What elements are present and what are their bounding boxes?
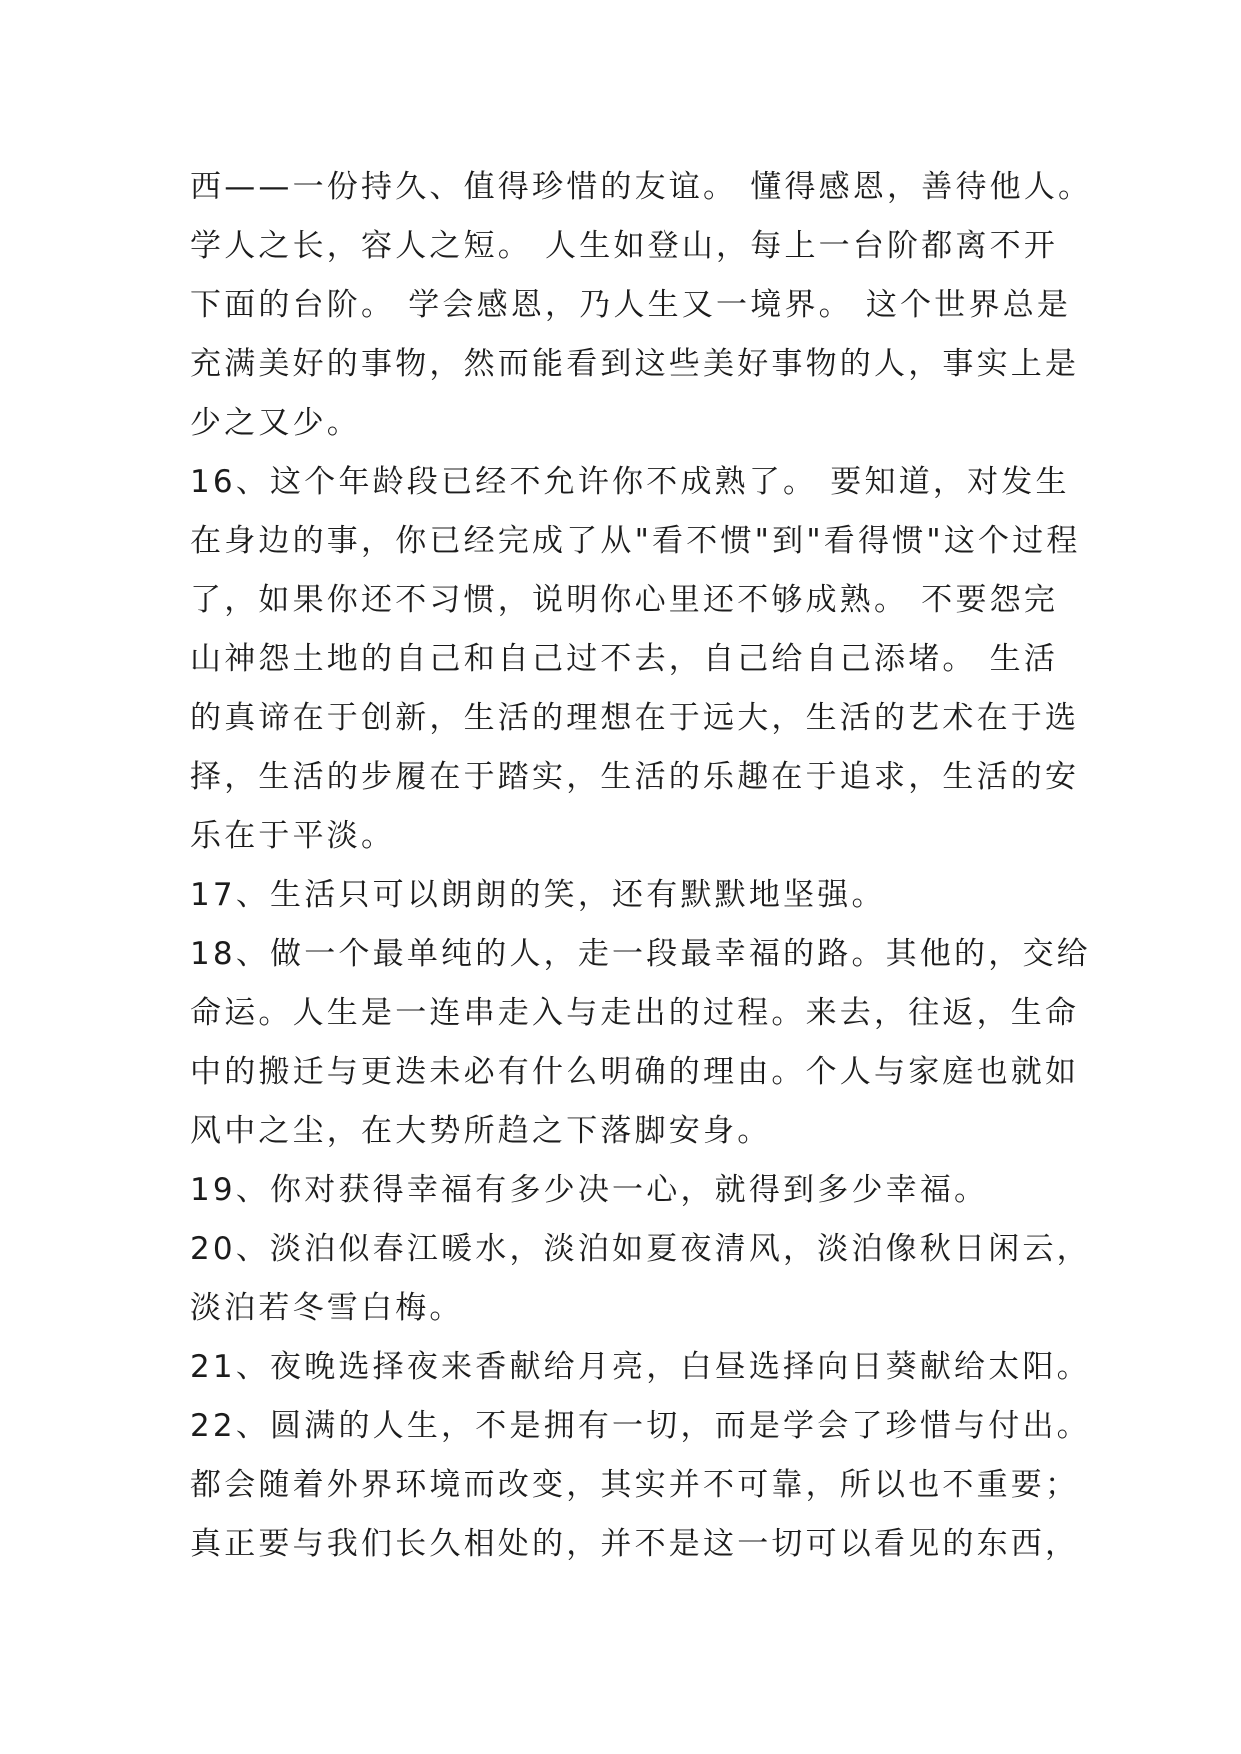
text-line: 择，生活的步履在于踏实，生活的乐趣在于追求，生活的安 [190, 759, 1080, 795]
text-line: 的真谛在于创新，生活的理想在于远大，生活的艺术在于选 [190, 700, 1080, 736]
text-line: 16、这个年龄段已经不允许你不成熟了。 要知道，对发生 [190, 464, 1070, 500]
text-line: 在身边的事，你已经完成了从"看不惯"到"看得惯"这个过程 [190, 523, 1081, 559]
text-line: 淡泊若冬雪白梅。 [190, 1290, 464, 1326]
text-line: 充满美好的事物，然而能看到这些美好事物的人，事实上是 [190, 346, 1080, 382]
text-line: 真正要与我们长久相处的，并不是这一切可以看见的东西， [190, 1526, 1080, 1562]
text-line: 22、圆满的人生，不是拥有一切，而是学会了珍惜与付出。 [190, 1408, 1091, 1444]
text-line: 山神怨土地的自己和自己过不去，自己给自己添堵。 生活 [190, 641, 1059, 677]
text-line: 乐在于平淡。 [190, 818, 396, 854]
text-line: 20、淡泊似春江暖水，淡泊如夏夜清风，淡泊像秋日闲云， [190, 1231, 1091, 1267]
text-line: 了，如果你还不习惯，说明你心里还不够成熟。 不要怨完 [190, 582, 1059, 618]
text-line: 下面的台阶。 学会感恩，乃人生又一境界。 这个世界总是 [190, 287, 1072, 323]
body-text [190, 158, 1093, 1574]
text-line: 19、你对获得幸福有多少决一心，就得到多少幸福。 [190, 1172, 989, 1208]
text-line: 命运。人生是一连串走入与走出的过程。来去，往返，生命 [190, 995, 1080, 1031]
text-line: 18、做一个最单纯的人，走一段最幸福的路。其他的，交给 [190, 936, 1091, 972]
text-line: 少之又少。 [190, 405, 361, 441]
text-line: 都会随着外界环境而改变，其实并不可靠，所以也不重要； [190, 1467, 1080, 1503]
text-line: 风中之尘，在大势所趋之下落脚安身。 [190, 1113, 772, 1149]
text-line: 21、夜晚选择夜来香献给月亮，白昼选择向日葵献给太阳。 [190, 1349, 1091, 1385]
text-line: 17、生活只可以朗朗的笑，还有默默地坚强。 [190, 877, 886, 913]
text-line: 西——一份持久、值得珍惜的友谊。 懂得感恩，善待他人。 [190, 169, 1093, 205]
text-line: 学人之长，容人之短。 人生如登山，每上一台阶都离不开 [190, 228, 1059, 264]
text-line: 中的搬迁与更迭未必有什么明确的理由。个人与家庭也就如 [190, 1054, 1080, 1090]
